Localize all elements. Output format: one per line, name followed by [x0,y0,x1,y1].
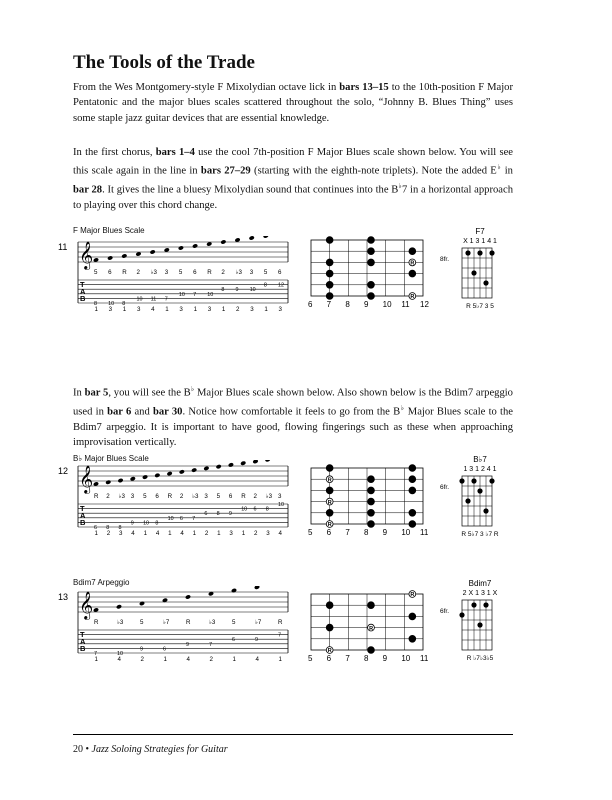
scale-degree: 5 [143,493,147,500]
finger-number: 1 [163,656,167,663]
fret-number: 9 [364,300,369,308]
finger-number: 2 [106,530,111,537]
scale-degree: 3 [249,269,254,276]
finger-number: 1 [192,530,197,537]
scale-degree: ♭3 [192,493,199,500]
scale-degree: R [278,619,283,626]
tab-number: 6 [179,515,183,522]
scale-degree: ♭3 [209,619,216,626]
tab-number: 8 [122,301,126,307]
example-caption: B♭ Major Blues Scale [73,454,149,463]
tab-number: 7 [278,632,281,639]
finger-number: 3 [229,530,233,537]
tab-number: 9 [255,637,258,644]
scale-degree: 2 [221,269,225,276]
scale-degree: ♭7 [163,619,170,626]
chord-finger-dot [483,280,488,285]
scale-degree: 6 [193,269,197,276]
finger-number: 3 [266,530,270,537]
tab-number: 7 [94,651,97,657]
finger-number: 4 [255,656,259,663]
scale-degree: 2 [106,493,110,500]
chord-name: B♭7 [473,455,487,464]
note-head [228,462,234,467]
finger-number: 1 [94,306,98,313]
notation-tab-staff [58,236,290,314]
note-head [252,460,258,464]
tab-number: 11 [150,296,157,303]
note-head [139,601,145,606]
finger-number: 1 [241,530,246,537]
fret-number: 10 [382,300,392,308]
scale-degree: R [94,493,99,500]
note-head [130,476,136,481]
finger-number: 4 [180,530,184,537]
note-head [231,588,237,593]
fret-dot [368,281,375,288]
chord-name: Bdim7 [468,579,492,588]
tab-number: 9 [140,646,143,653]
finger-number: 1 [168,530,172,537]
chord-finger-dot [477,250,482,255]
fret-number: 10 [401,528,411,537]
fret-dot [409,270,416,277]
fret-dot [368,476,375,483]
scale-degree: ♭3 [265,493,273,500]
scale-degree: 2 [179,493,184,500]
chord-tones: R 5♭7 3 5 [466,303,494,308]
finger-number: 2 [209,656,213,663]
fret-dot [368,509,375,516]
tab-number: 6 [253,506,257,513]
fret-dot [409,509,416,516]
fretboard-diagram [305,464,430,540]
fret-number: 8 [364,654,369,663]
footer-rule [73,734,513,735]
fret-dot [368,487,375,494]
page-title: The Tools of the Trade [73,52,255,73]
tab-number: 10 [167,515,174,522]
fret-dot [326,281,333,288]
tab-number: 10 [117,651,123,657]
chord-finger-dot [459,612,464,617]
tab-number: 7 [164,296,168,303]
tab-number: 9 [235,287,239,294]
tab-number: 10 [207,291,214,298]
note-head [203,466,209,471]
finger-number: 2 [236,306,240,313]
note-head [142,474,148,479]
fret-number: 10 [401,654,411,663]
bar-five-paragraph: In bar 5, you will see the B♭ Major Blues scale shown below. Also shown below is the Bdim7 arpeggio used in bar 6 and bar 30. Notice how comfortable it feels to go from the B♭ Major Blues scale to the Bdim7 arpeggio. It is important to have good, flowing fingerings such as these when approaching improvisation vertically. [73,385,513,449]
chord-finger-dot [483,508,488,513]
finger-number: 4 [117,656,121,663]
finger-number: 1 [165,306,169,313]
tab-number: 10 [178,291,185,298]
scale-degree: 5 [140,619,144,626]
tab-clef: B [80,294,86,303]
page-number: 20 [73,744,83,755]
note-head [116,604,122,609]
fret-number: 7 [345,528,350,537]
note-head [105,480,111,485]
fret-number: 9 [382,654,388,663]
tab-number: 8 [94,301,97,307]
tab-number: 8 [106,525,110,531]
finger-number: 4 [278,530,282,537]
note-head [179,469,185,474]
scale-degree: ♭3 [117,619,124,626]
tab-number: 8 [155,520,159,527]
chord-finger-dot [471,270,476,275]
note-head [192,243,198,248]
example-caption: F Major Blues Scale [73,226,145,235]
treble-clef: 𝄞 [79,242,94,269]
tab-number: 10 [249,287,256,294]
first-chorus-paragraph: In the first chorus, bars 1–4 use the cool 7th-position F Major Blues scale shown below. You will see this scale again in the line in bars 27–29 (starting with the eighth-note triplets). Note the added E♭ in bar 28. It gives the line a bluesy Mixolydian sound that continues into the B♭7 in a horizontal approach to playing over this chord change. [73,147,514,212]
fret-dot [409,476,416,483]
chord-finger-dot [459,478,464,483]
note-head [240,461,246,466]
example-caption: Bdim7 Arpeggio [73,578,130,587]
finger-number: 1 [278,656,282,663]
note-head [121,253,127,258]
scale-degree: ♭3 [118,493,125,500]
fret-dot [409,613,416,620]
chord-finger-dot [477,488,482,493]
fret-dot [368,248,375,255]
fret-number: 7 [326,300,332,308]
fret-dot [368,259,375,266]
fret-dot [409,635,416,642]
measure-number: 13 [58,592,69,602]
finger-number: 1 [94,530,98,537]
chord-fingering: 2 X 1 3 1 X [462,590,498,597]
chord-fingering: 1 3 1 2 4 1 [463,466,497,473]
chord-finger-dot [483,602,488,607]
intro-paragraph: From the Wes Montgomery-style F Mixolydian octave lick in bars 13–15 to the 10th-position F Major Pentatonic and the major blues scales scattered throughout the solo, “Johnny B. Blues Thing” uses some staple jazz guitar devices that are essential knowledge. [73,82,513,124]
finger-number: 3 [108,306,113,313]
finger-number: 1 [94,656,98,663]
scale-degree: R [207,269,212,276]
scale-degree: 2 [136,269,140,276]
treble-clef: 𝄞 [79,592,94,619]
fret-number: 6 [326,528,332,537]
finger-number: 1 [193,306,198,313]
note-head [191,467,197,472]
finger-number: 2 [140,656,144,663]
finger-number: 1 [122,306,127,313]
tab-number: 8 [221,287,225,294]
scale-degree: R [186,619,191,626]
notation-tab-staff [58,586,290,670]
finger-number: 2 [204,530,209,537]
scale-degree: 5 [178,269,183,276]
chord-fret-position: 6fr. [440,608,450,615]
chord-finger-dot [465,250,470,255]
measure-number: 11 [58,242,68,252]
root-label: R [369,625,374,632]
chord-finger-dot [471,478,476,483]
root-label: R [327,648,332,655]
scale-degree: ♭7 [255,619,262,626]
chord-tones: R ♭7♭3♭5 [466,655,494,662]
finger-number: 3 [278,306,282,313]
finger-number: 2 [253,530,258,537]
tab-clef: A [80,637,86,646]
chord-finger-dot [489,478,494,483]
fret-number: 5 [308,654,313,663]
fret-dot [326,624,333,631]
tab-number: 12 [278,282,284,289]
fret-dot [326,293,333,300]
tab-number: 10 [143,520,150,527]
fret-dot [409,521,416,528]
book-title: Jazz Soloing Strategies for Guitar [91,744,228,755]
tab-number: 6 [163,646,166,653]
fret-dot [326,237,333,244]
finger-number: 3 [179,306,183,313]
root-label: R [327,477,332,484]
page-footer: 20 • Jazz Soloing Strategies for Guitar [73,744,228,755]
fret-dot [409,465,416,472]
finger-number: 3 [119,530,123,537]
note-head [107,255,113,260]
finger-number: 4 [131,530,135,537]
fret-dot [326,465,333,472]
fret-dot [326,602,333,609]
scale-degree: 3 [278,493,282,500]
scale-degree: 3 [204,493,208,500]
note-head [265,460,271,462]
tab-number: 8 [263,282,267,289]
tab-clef: T [80,504,85,513]
fretboard-diagram [305,236,430,308]
chord-diagram [440,226,520,308]
tab-clef: A [80,511,86,520]
tab-number: 10 [136,296,143,303]
tab-clef: T [80,280,85,289]
note-head [277,586,283,587]
fret-dot [368,647,375,654]
note-head [178,245,184,250]
tab-clef: A [80,287,86,296]
finger-number: 4 [186,656,190,663]
chord-finger-dot [489,250,494,255]
fret-number: 11 [420,654,429,663]
fret-number: 6 [308,300,313,308]
fret-dot [326,259,333,266]
chord-fret-position: 8fr. [440,256,450,263]
root-label: R [410,592,415,599]
chord-diagram [440,578,520,664]
scale-degree: 6 [228,493,233,500]
note-head [249,236,255,241]
fret-number: 11 [420,528,429,537]
note-head [154,473,160,478]
note-head [277,460,283,461]
scale-degree: 2 [253,493,257,500]
root-label: R [410,260,415,267]
tab-number: 7 [192,515,196,522]
note-head [216,464,222,469]
chord-fret-position: 6fr. [440,484,450,491]
scale-degree: 5 [216,493,221,500]
tab-number: 9 [186,641,189,648]
fret-number: 5 [308,528,313,537]
note-head [150,249,156,254]
finger-number: 3 [250,306,254,313]
tab-number: 8 [265,506,269,513]
fret-dot [368,521,375,528]
tab-clef: B [80,518,86,527]
scale-degree: 3 [164,269,169,276]
tab-number: 8 [216,511,220,518]
scale-degree: R [167,493,173,500]
chord-name: F7 [475,227,485,236]
finger-number: 1 [221,306,226,313]
root-label: R [327,522,332,529]
note-head [117,478,123,483]
scale-degree: 6 [278,269,282,276]
tab-number: 7 [193,291,197,298]
fret-dot [409,248,416,255]
finger-number: 1 [232,656,236,663]
fret-dot [368,602,375,609]
fret-number: 9 [382,528,388,537]
tab-number: 9 [228,511,232,518]
scale-degree: 6 [155,493,159,500]
chord-finger-dot [471,602,476,607]
root-label: R [410,294,415,301]
note-head [277,236,283,237]
note-head [263,236,269,239]
fret-number: 7 [345,654,350,663]
fret-dot [326,270,333,277]
chord-tones: R 5♭7 3 ♭7 R [461,531,499,538]
fret-number: 8 [364,528,369,537]
treble-clef: 𝄞 [79,466,94,493]
finger-number: 3 [136,306,141,313]
fret-number: 12 [420,300,429,308]
scale-degree: R [94,619,99,626]
fret-dot [326,487,333,494]
scale-degree: ♭3 [235,269,242,276]
fret-number: 8 [345,300,350,308]
tab-number: 10 [241,506,248,513]
finger-number: 4 [151,306,155,313]
note-head [254,586,260,590]
fret-number: 6 [326,654,332,663]
chord-diagram [440,454,520,540]
chord-finger-dot [477,622,482,627]
scale-degree: 3 [130,493,135,500]
note-head [185,594,191,599]
tab-clef: B [80,644,86,653]
fret-dot [409,487,416,494]
fret-number: 11 [401,300,410,308]
finger-number: 3 [207,306,212,313]
tab-number: 10 [108,301,115,307]
scale-degree: 6 [108,269,112,276]
tab-number: 6 [232,637,235,644]
fret-dot [326,509,333,516]
tab-number: 8 [118,525,122,531]
finger-number: 1 [264,306,268,313]
tab-clef: T [80,630,85,639]
chord-finger-dot [465,498,470,503]
tab-number: 9 [130,520,134,527]
tab-number: 10 [278,502,284,508]
finger-number: 1 [143,530,148,537]
fretboard-diagram [305,590,430,666]
scale-degree: ♭3 [150,269,157,276]
note-head [167,471,173,476]
notation-tab-staff [58,460,290,544]
note-head [220,239,226,244]
scale-degree: 5 [94,269,98,276]
tab-number: 7 [209,641,212,648]
root-label: R [327,499,332,506]
scale-degree: R [122,269,127,276]
chord-grid-frame [462,248,492,298]
scale-degree: 5 [232,619,236,626]
finger-number: 1 [217,530,221,537]
tab-number: 6 [204,511,208,518]
fret-dot [368,293,375,300]
fret-dot [368,237,375,244]
scale-degree: 5 [263,269,268,276]
scale-degree: R [241,493,246,500]
fret-dot [368,498,375,505]
measure-number: 12 [58,466,69,476]
chord-grid-frame [462,600,492,650]
tab-number: 6 [94,525,97,531]
finger-number: 4 [155,530,160,537]
chord-fingering: X 1 3 1 4 1 [463,238,497,245]
